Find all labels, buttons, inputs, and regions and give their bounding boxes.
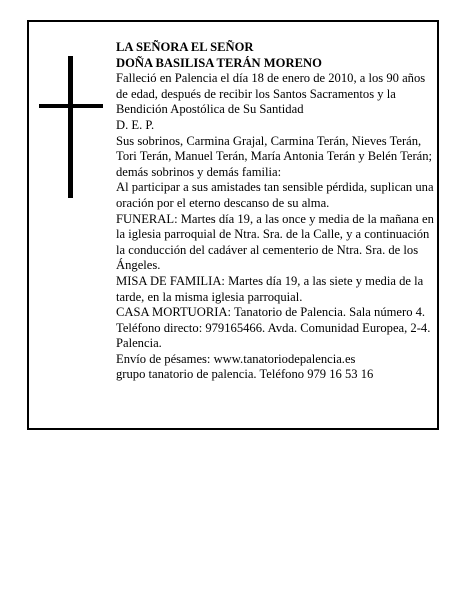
cross-vertical-bar — [68, 56, 73, 198]
heading-line-1: LA SEÑORA EL SEÑOR — [116, 40, 254, 54]
notice-text — [116, 40, 436, 383]
death-paragraph: Falleció en Palencia el día 18 de enero de 2010, a los 90 años de edad, después de recibir los Santos Sacramentos y la Bendición Apostólica de Su Santidad — [116, 71, 426, 117]
family-paragraph: Sus sobrinos, Carmina Grajal, Carmina Terán, Nieves Terán, Tori Terán, Manuel Terán, María Antonia Terán y Belén Terán; demás sobrinos y demás familia: — [116, 133, 433, 179]
group-line: grupo tanatorio de palencia. Teléfono 979 16 53 16 — [116, 367, 374, 382]
funeral-home-paragraph: CASA MORTUORIA: Tanatorio de Palencia. Sala número 4. Teléfono directo: 979165466. Avda. Comunidad Europea, 2-4. Palencia. — [116, 305, 431, 351]
condolences-line: Envío de pésames: www.tanatoriodepalencia.es — [116, 351, 356, 366]
request-paragraph: Al participar a sus amistades tan sensible pérdida, suplican una oración por el eterno descanso de su alma. — [116, 180, 434, 210]
rip-line: D. E. P. — [116, 117, 155, 132]
funeral-paragraph: FUNERAL: Martes día 19, a las once y media de la mañana en la iglesia parroquial de Ntra. Sra. de la Calle, y a continuación la conducción del cadáver al cementerio de Ntra. Sra. de los Ángeles. — [116, 211, 434, 273]
cross-icon — [39, 56, 103, 198]
cross-horizontal-bar — [39, 104, 103, 108]
obituary-notice — [27, 20, 439, 430]
deceased-name: DOÑA BASILISA TERÁN MORENO — [116, 55, 322, 70]
family-mass-paragraph: MISA DE FAMILIA: Martes día 19, a las siete y media de la tarde, en la misma iglesia parroquial. — [116, 273, 424, 304]
